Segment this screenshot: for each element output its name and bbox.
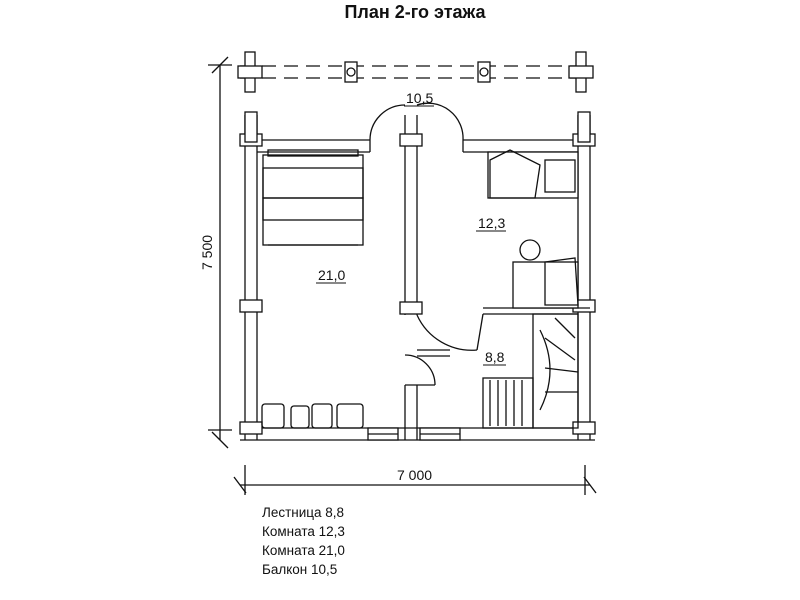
balcony-railing — [240, 66, 590, 78]
bedroom-chairs — [262, 404, 363, 428]
room-legend — [262, 503, 345, 579]
staircase — [483, 314, 578, 428]
bed — [263, 150, 363, 245]
desk — [513, 240, 578, 308]
legend-item: Комната 12,3 — [262, 524, 345, 539]
bedroom-area-label: 21,0 — [318, 267, 346, 283]
stair-area-label: 8,8 — [485, 349, 505, 365]
legend-item: Балкон 10,5 — [262, 562, 338, 577]
balcony-area-label: 10,5 — [406, 90, 434, 106]
room-area-label: 12,3 — [478, 215, 506, 231]
legend-item: Комната 21,0 — [262, 543, 345, 558]
width-dimension: 7 000 — [397, 467, 433, 483]
plan-title: План 2-го этажа — [344, 2, 486, 22]
height-dimension: 7 500 — [199, 234, 215, 270]
doors — [370, 103, 483, 385]
legend-item: Лестница 8,8 — [262, 505, 345, 520]
sofa — [488, 150, 578, 198]
balcony-post — [238, 52, 593, 92]
